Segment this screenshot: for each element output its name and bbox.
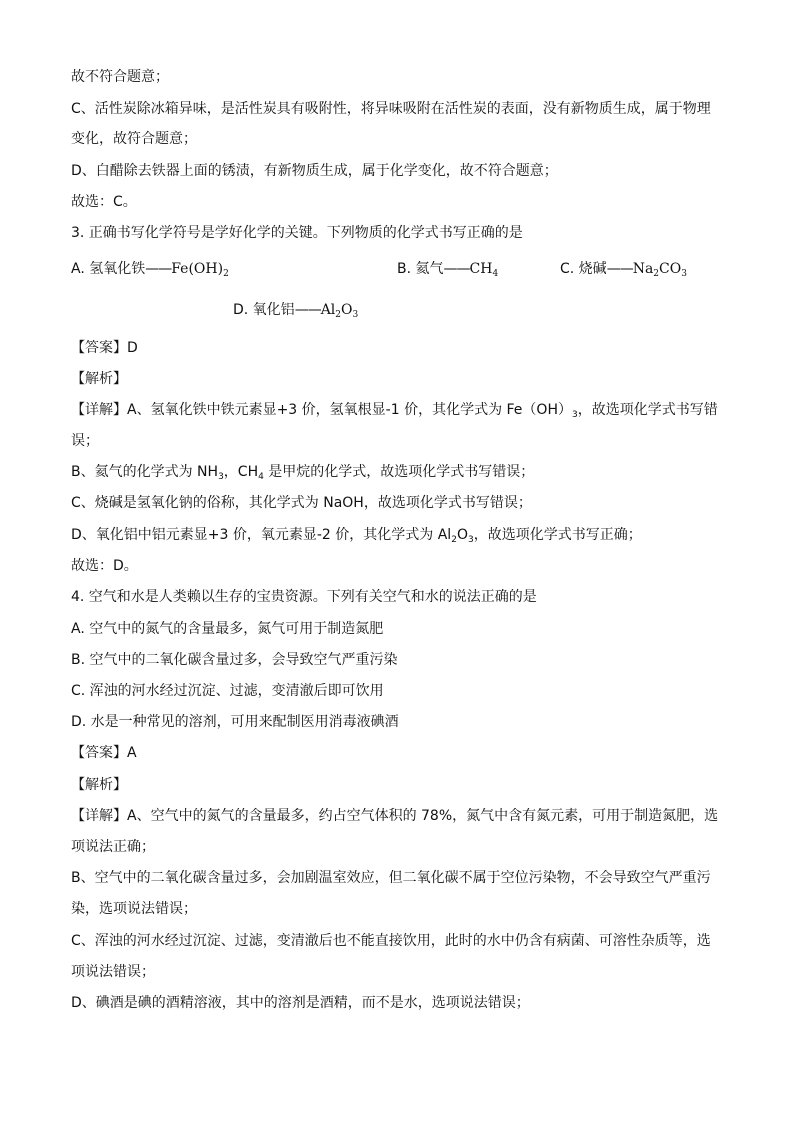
explanation-line: 误； — [71, 433, 99, 449]
dash: —— — [443, 261, 470, 277]
explanation-line: 项说法正确； — [71, 839, 155, 855]
text-line: 故选：D。 — [71, 558, 138, 574]
text-line: D、白醋除去铁器上面的锈渍，有新物质生成，属于化学变化，故不符合题意； — [71, 163, 558, 179]
explanation-line: 项说法错误； — [71, 964, 155, 980]
dash: —— — [606, 261, 633, 277]
explanation-line: 【详解】A、空气中的氮气的含量最多，约占空气体积的 78%，氮气中含有氮元素，可用于制造氮肥，选 — [71, 808, 719, 824]
dash: —— — [294, 302, 321, 318]
option-label: B. 氦气 — [397, 261, 444, 277]
option-label: C. 烧碱 — [560, 261, 607, 277]
explanation-line: 【详解】A、氢氧化铁中铁元素显+3 价，氢氧根显-1 价，其化学式为 $Fe(OH)_3$，故选项化学式书写错 — [71, 402, 718, 420]
option-c: C. 浑浊的河水经过沉淀、过滤，变清澈后即可饮用 — [71, 683, 384, 699]
text-line: 变化，故符合题意； — [71, 131, 197, 147]
option-c — [560, 260, 687, 278]
analysis-heading: 【解析】 — [71, 371, 127, 387]
explanation-line: 染，选项说法错误； — [71, 901, 197, 917]
analysis-heading: 【解析】 — [71, 777, 127, 793]
option-b: B. 空气中的二氧化碳含量过多，会导致空气严重污染 — [71, 652, 398, 668]
formula: $Na_2CO_3$ — [632, 261, 687, 279]
formula: $Al_2O_3$ — [320, 302, 359, 320]
option-a: A. 空气中的氮气的含量最多，氮气可用于制造氮肥 — [71, 621, 384, 637]
answer-line: 【答案】A — [71, 745, 137, 761]
text-line: 故不符合题意； — [71, 69, 169, 85]
option-d — [233, 301, 358, 319]
answer-line: 【答案】D — [71, 340, 138, 356]
dash: —— — [145, 261, 172, 277]
option-label: D. 氧化铝 — [233, 302, 295, 318]
formula: $Fe(OH)_2$ — [171, 261, 229, 279]
option-d: D. 水是一种常见的溶剂，可用来配制医用消毒液碘酒 — [71, 714, 399, 730]
text-line: 故选：C。 — [71, 194, 137, 210]
explanation-line: B、空气中的二氧化碳含量过多，会加剧温室效应，但二氧化碳不属于空位污染物，不会导致空气严重污 — [71, 870, 711, 886]
explanation-line: C、烧碱是氢氧化钠的俗称，其化学式为 NaOH，故选项化学式书写错误； — [71, 495, 532, 511]
formula: $CH_4$ — [469, 261, 499, 279]
option-label: A. 氢氧化铁 — [71, 261, 146, 277]
text-line: C、活性炭除冰箱异味，是活性炭具有吸附性，将异味吸附在活性炭的表面，没有新物质生成，属于物理 — [71, 101, 711, 117]
question-stem: 4. 空气和水是人类赖以生存的宝贵资源。下列有关空气和水的说法正确的是 — [71, 589, 537, 605]
explanation-line: B、氦气的化学式为 $NH_3$，$CH_4$ 是甲烷的化学式，故选项化学式书写错误； — [71, 464, 535, 482]
option-a — [71, 260, 229, 278]
option-b — [397, 260, 498, 278]
explanation-line: D、碘酒是碘的酒精溶液，其中的溶剂是酒精，而不是水，选项说法错误； — [71, 995, 530, 1011]
question-stem: 3. 正确书写化学符号是学好化学的关键。下列物质的化学式书写正确的是 — [71, 225, 523, 241]
explanation-line: C、浑浊的河水经过沉淀、过滤，变清澈后也不能直接饮用，此时的水中仍含有病菌、可溶性杂质等，选 — [71, 933, 711, 949]
explanation-line: D、氧化铝中铝元素显+3 价，氧元素显-2 价，其化学式为 $Al_2O_3$，故选项化学式书写正确； — [71, 527, 642, 545]
